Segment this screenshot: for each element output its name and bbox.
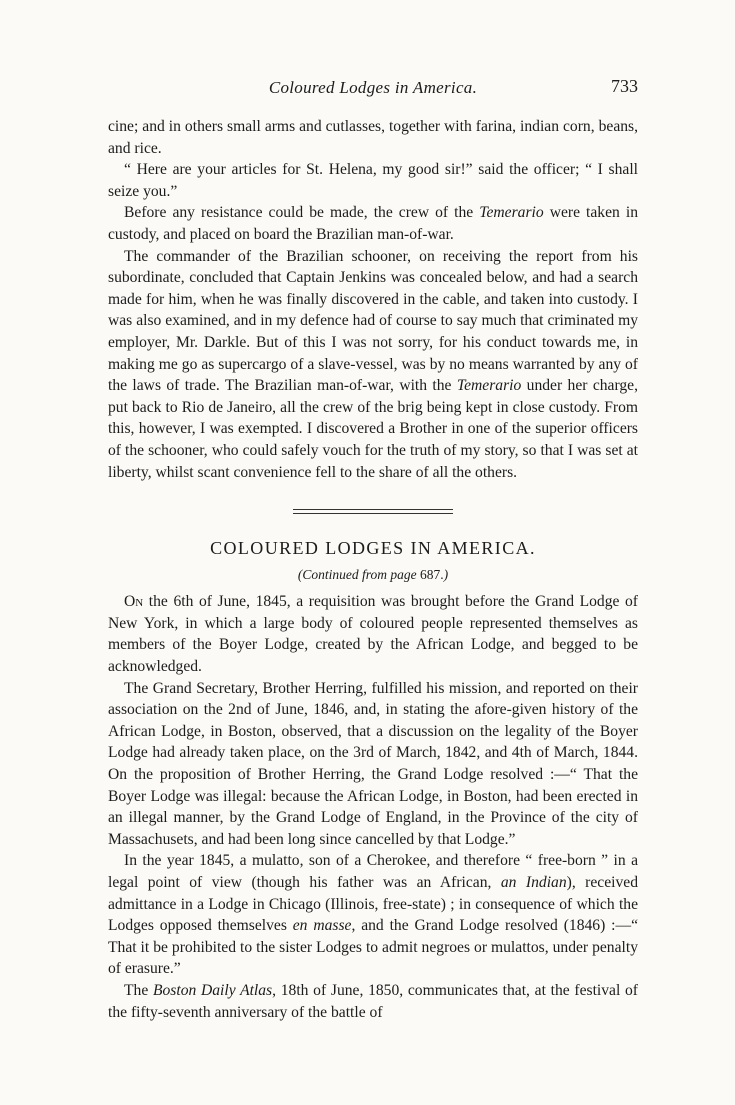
page-body (108, 116, 638, 1023)
emphasis: en masse (292, 917, 352, 935)
section-divider (293, 509, 453, 514)
paragraph: “ Here are your articles for St. Helena, my good sir!” said the officer; “ I shall seize you.” (108, 161, 638, 200)
paragraph: In the year 1845, a mulatto, son of a Cherokee, and therefore “ free-born ” in a legal point of view (though his father was an African, an Indian), received admittance in a Lodge in Chicago (Illinois, free-state) ; in consequence of which the Lodges opposed themselves en masse, and the Grand Lodge resolved (1846) :—“ That it be prohibited to the sister Lodges to admit negroes or mulattos, under penalty of erasure.” (108, 852, 638, 978)
ship-name: Temerario (479, 204, 544, 222)
newspaper-title: Boston Daily Atlas (152, 981, 273, 999)
paragraph: On the 6th of June, 1845, a requisition was brought before the Grand Lodge of New York, in which a large body of coloured people represented themselves as members of the Boyer Lodge, created by the African Lodge, and begged to be acknowledged. (108, 593, 638, 676)
running-title: Coloured Lodges in America. (268, 78, 478, 97)
continued-note: (Continued from page 687.) (297, 566, 449, 582)
section-title: COLOURED LODGES IN AMERICA. (210, 538, 536, 559)
paragraph: The Grand Secretary, Brother Herring, fulfilled his mission, and reported on their association on the 2nd of June, 1846, and, in stating the afore-given history of the African Lodge, in Boston, observed, that a discussion on the legality of the Boyer Lodge had already taken place, on the 3rd of March, 1842, and 4th of March, 1844. On the proposition of Brother Herring, the Grand Lodge resolved :—“ That the Boyer Lodge was illegal: because the African Lodge, in Boston, had been erected in an illegal manner, by the Grand Lodge of England, in the Province of the city of Massachusets, and had been long since cancelled by that Lodge.” (108, 679, 638, 848)
page-header (108, 78, 638, 102)
paragraph: Before any resistance could be made, the crew of the Temerario were taken in custody, and placed on board the Brazilian man-of-war. (108, 204, 638, 243)
drop-cap: On (124, 593, 144, 611)
ship-name: Temerario (456, 377, 522, 395)
paragraph: cine; and in others small arms and cutlasses, together with farina, indian corn, beans, and rice. (108, 118, 638, 157)
page-number: 733 (611, 76, 638, 96)
paragraph: The Boston Daily Atlas, 18th of June, 1850, communicates that, at the festival of the fifty-seventh anniversary of the battle of (108, 981, 638, 1021)
emphasis: an Indian (500, 874, 567, 891)
paragraph: The commander of the Brazilian schooner, on receiving the report from his subordinate, concluded that Captain Jenkins was concealed below, and had a search made for him, when he was finally discovered in the cable, and taken into custody. I was also examined, and in my defence had of course to say much that criminated my employer, Mr. Darkle. But of this I was not sorry, for his conduct towards me, in making me go as supercargo of a slave-vessel, was by no means warranted by any of the laws of trade. The Brazilian man-of-war, with the Temerario under her charge, put back to Rio de Janeiro, all the crew of the brig being kept in close custody. From this, however, I was exempted. I discovered a Brother in one of the superior officers of the schooner, who could safely vouch for the truth of my story, so that I was set at liberty, whilst scant convenience fell to the share of all the others. (108, 247, 638, 481)
